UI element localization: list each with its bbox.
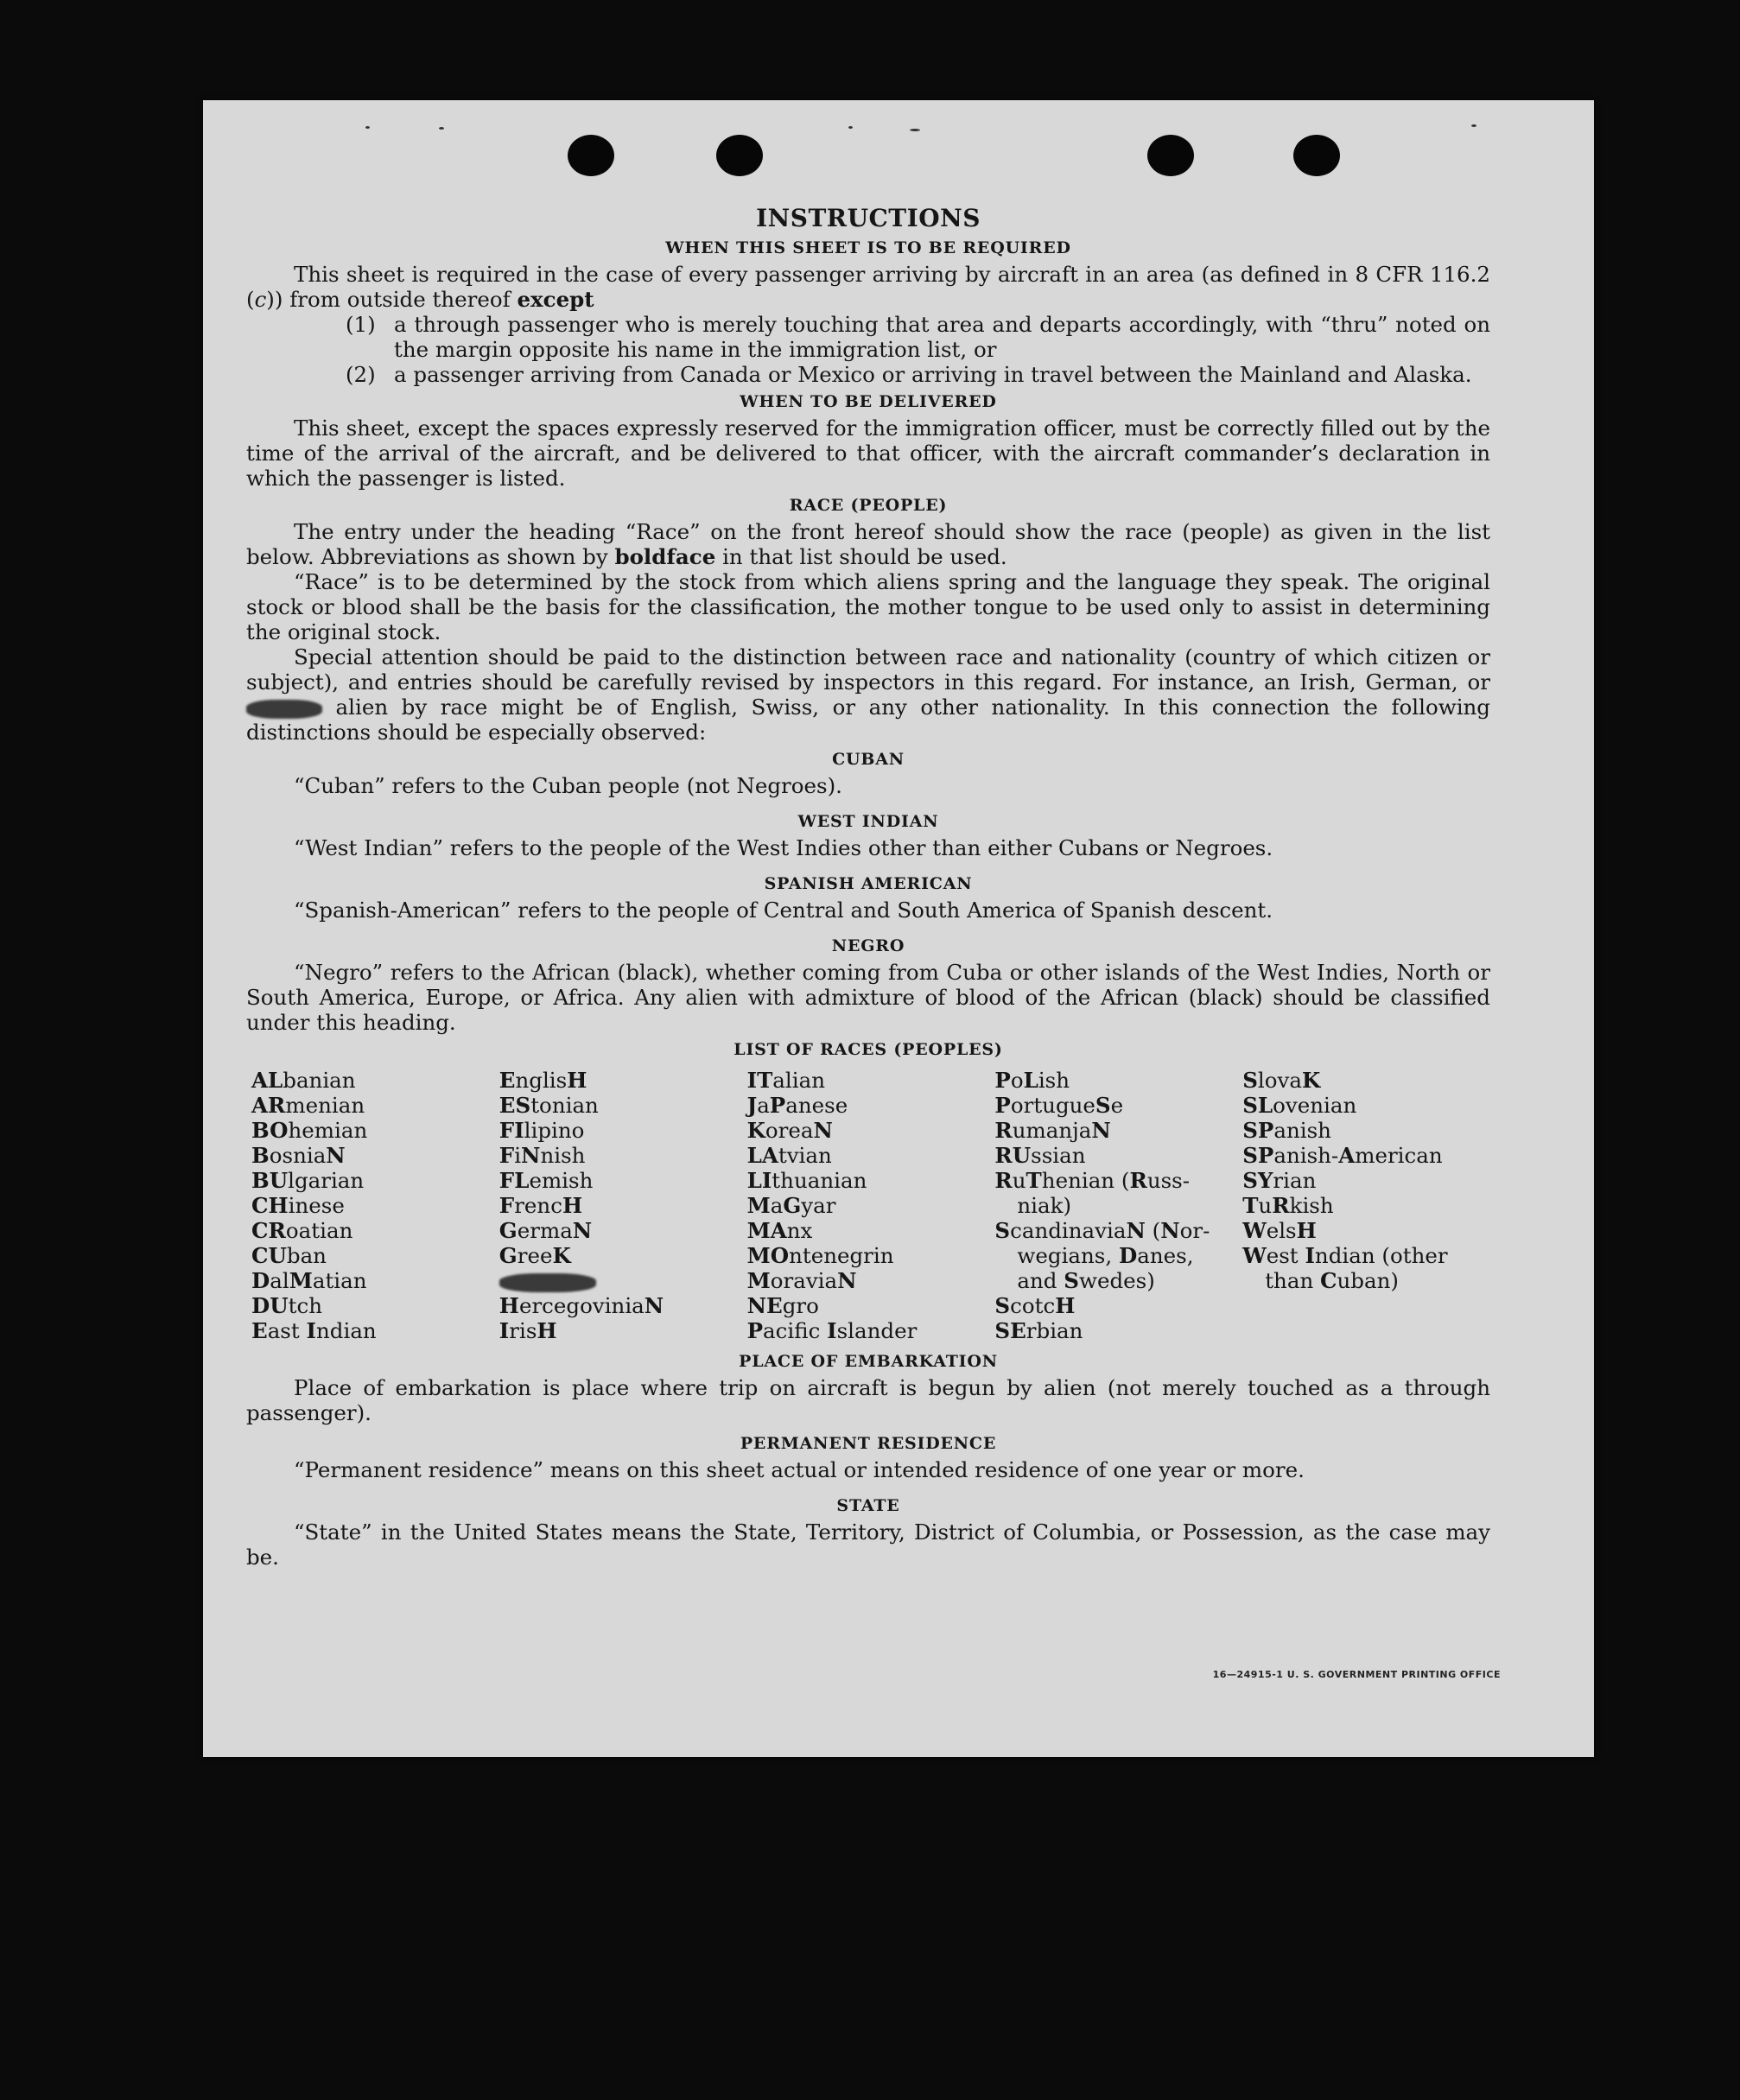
race-item: ALbanian xyxy=(251,1068,356,1093)
race-item-continuation: and Swedes) xyxy=(1017,1268,1155,1293)
negro-text: “Negro” refers to the African (black), whether coming from Cuba or other islands of the West Indies, North or South America, Europe, or Africa. Any alien with admixture of blood of the African (black) should be classified under this heading. xyxy=(246,960,1490,1035)
speck xyxy=(439,127,444,130)
race-item: GreeK xyxy=(499,1243,571,1268)
race-item: SPanish xyxy=(1242,1118,1331,1143)
race-column-3 xyxy=(747,1068,995,1343)
race-item: ARmenian xyxy=(251,1093,365,1118)
redaction-mark xyxy=(499,1273,596,1292)
heading-race: RACE (PEOPLE) xyxy=(789,496,948,515)
heading-west-indian: WEST INDIAN xyxy=(797,812,939,831)
cuban-text: “Cuban” refers to the Cuban people (not Negroes). xyxy=(294,773,842,798)
redaction-mark xyxy=(246,700,322,719)
race-item: JaPanese xyxy=(746,1093,848,1118)
race-item: TuRkish xyxy=(1242,1193,1334,1218)
race-item: WelsH xyxy=(1242,1218,1317,1243)
required-intro: This sheet is required in the case of every passenger arriving by aircraft in an area (as defined in 8 CFR 116.2 (c)) from outside thereof except xyxy=(246,262,1490,312)
race-item-continuation: niak) xyxy=(1017,1193,1072,1218)
heading-delivered: WHEN TO BE DELIVERED xyxy=(740,392,997,411)
race-item: SYrian xyxy=(1242,1168,1317,1193)
race-item: ITalian xyxy=(746,1068,825,1093)
race-item-continuation: than Cuban) xyxy=(1265,1268,1399,1293)
race-item: BosniaN xyxy=(251,1143,346,1168)
punch-hole xyxy=(1293,135,1340,176)
spanish-american-text: “Spanish-American” refers to the people of Central and South America of Spanish descent. xyxy=(294,898,1273,923)
page-title: INSTRUCTIONS xyxy=(756,204,981,232)
race-item: DalMatian xyxy=(251,1268,367,1293)
race-item: RuThenian (Russ- xyxy=(994,1168,1191,1193)
race-item: GermaN xyxy=(499,1218,593,1243)
residence-text: “Permanent residence” means on this sheet actual or intended residence of one year or more. xyxy=(294,1457,1305,1482)
punch-hole xyxy=(568,135,614,176)
race-item: West Indian (other xyxy=(1242,1243,1448,1268)
race-item: RUssian xyxy=(994,1143,1086,1168)
west-indian-text: “West Indian” refers to the people of the West Indies other than either Cubans or Negroes. xyxy=(294,835,1273,860)
race-item: PortugueSe xyxy=(994,1093,1124,1118)
heading-embarkation: PLACE OF EMBARKATION xyxy=(739,1352,998,1371)
race-paragraph-1: The entry under the heading “Race” on the front hereof should show the race (people) as given in the list below. Abbreviations as shown by boldface in that list should be used. xyxy=(246,519,1490,569)
race-item: MAnx xyxy=(746,1218,813,1243)
embarkation-text: Place of embarkation is place where trip on aircraft is begun by alien (not merely touched as a through passenger). xyxy=(246,1375,1490,1425)
race-item: LAtvian xyxy=(746,1143,832,1168)
race-item: MaGyar xyxy=(746,1193,836,1218)
speck xyxy=(910,129,920,131)
heading-negro: NEGRO xyxy=(831,936,905,955)
heading-cuban: CUBAN xyxy=(832,750,905,769)
speck xyxy=(848,126,853,129)
race-item: SErbian xyxy=(994,1318,1083,1343)
delivered-text: This sheet, except the spaces expressly reserved for the immigration officer, must be correctly filled out by the time of the arrival of the aircraft, and be delivered to that officer, with the aircraft commander’s declaration in which the passenger is listed. xyxy=(246,416,1490,491)
race-item: East Indian xyxy=(251,1318,377,1343)
race-column-4 xyxy=(994,1068,1242,1343)
race-paragraph-2: “Race” is to be determined by the stock from which aliens spring and the language they speak. The original stock or blood shall be the basis for the classification, the mother tongue to be used only to assist in determining the original stock. xyxy=(246,569,1490,644)
race-item: ScotcH xyxy=(994,1293,1076,1318)
required-item-2: (2) a passenger arriving from Canada or Mexico or arriving in travel between the Mainland and Alaska. xyxy=(346,362,1472,387)
race-item: FiNnish xyxy=(499,1143,586,1168)
race-column-2 xyxy=(499,1068,747,1343)
race-item: EStonian xyxy=(499,1093,599,1118)
race-item: FrencH xyxy=(499,1193,583,1218)
race-item: EnglisH xyxy=(499,1068,587,1093)
race-item: FLemish xyxy=(499,1168,594,1193)
race-item-redacted xyxy=(499,1268,747,1293)
race-item: SPanish-American xyxy=(1242,1143,1443,1168)
punch-hole xyxy=(1147,135,1194,176)
race-item: ScandinaviaN (Nor- xyxy=(994,1218,1210,1243)
race-item: SLovenian xyxy=(1242,1093,1357,1118)
race-item: BUlgarian xyxy=(251,1168,365,1193)
race-list xyxy=(251,1068,1490,1343)
speck xyxy=(365,126,370,129)
heading-state: STATE xyxy=(836,1496,900,1515)
heading-list-of-races: LIST OF RACES (PEOPLES) xyxy=(733,1040,1003,1059)
race-column-1 xyxy=(251,1068,499,1343)
race-item: IrisH xyxy=(499,1318,557,1343)
race-item: NEgro xyxy=(746,1293,819,1318)
race-item: FIlipino xyxy=(499,1118,585,1143)
race-item: BOhemian xyxy=(251,1118,368,1143)
race-item: Pacifc Islander xyxy=(746,1318,918,1343)
race-item: CRoatian xyxy=(251,1218,353,1243)
heading-required: WHEN THIS SHEET IS TO BE REQUIRED xyxy=(665,238,1071,257)
race-item: MOntenegrin xyxy=(746,1243,894,1268)
race-paragraph-3: Special attention should be paid to the distinction between race and nationality (country of which citizen or subject), and entries should be carefully revised by inspectors in this regard. For instance, an Irish, German, or alien by race might be of English, Swiss, or any other nationality. In this connection the following distinctions should be especially observed: xyxy=(246,644,1490,745)
heading-residence: PERMANENT RESIDENCE xyxy=(740,1434,997,1453)
race-item: HercegoviniaN xyxy=(499,1293,664,1318)
race-item: RumanjaN xyxy=(994,1118,1111,1143)
race-item: CUban xyxy=(251,1243,327,1268)
punch-hole xyxy=(716,135,763,176)
speck xyxy=(1471,124,1476,127)
heading-spanish-american: SPANISH AMERICAN xyxy=(764,874,973,893)
race-item: LIthuanian xyxy=(746,1168,867,1193)
race-item: DUtch xyxy=(251,1293,322,1318)
printer-imprint: 16—24915-1 U. S. GOVERNMENT PRINTING OFFICE xyxy=(1212,1669,1501,1680)
race-item: KoreaN xyxy=(746,1118,833,1143)
required-item-1: (1) a through passenger who is merely touching that area and departs accordingly, with “thru” noted on the margin opposite his name in the immigration list, or xyxy=(346,312,1490,362)
race-item: CHinese xyxy=(251,1193,345,1218)
race-item: PoLish xyxy=(994,1068,1070,1093)
instruction-sheet xyxy=(203,100,1594,1757)
race-column-5 xyxy=(1242,1068,1490,1343)
instructions-content xyxy=(246,204,1490,1570)
race-item: MoraviaN xyxy=(746,1268,857,1293)
race-item-continuation: wegians, Danes, xyxy=(1017,1243,1194,1268)
state-text: “State” in the United States means the State, Territory, District of Columbia, or Possession, as the case may be. xyxy=(246,1519,1490,1570)
race-item: SlovaK xyxy=(1242,1068,1321,1093)
